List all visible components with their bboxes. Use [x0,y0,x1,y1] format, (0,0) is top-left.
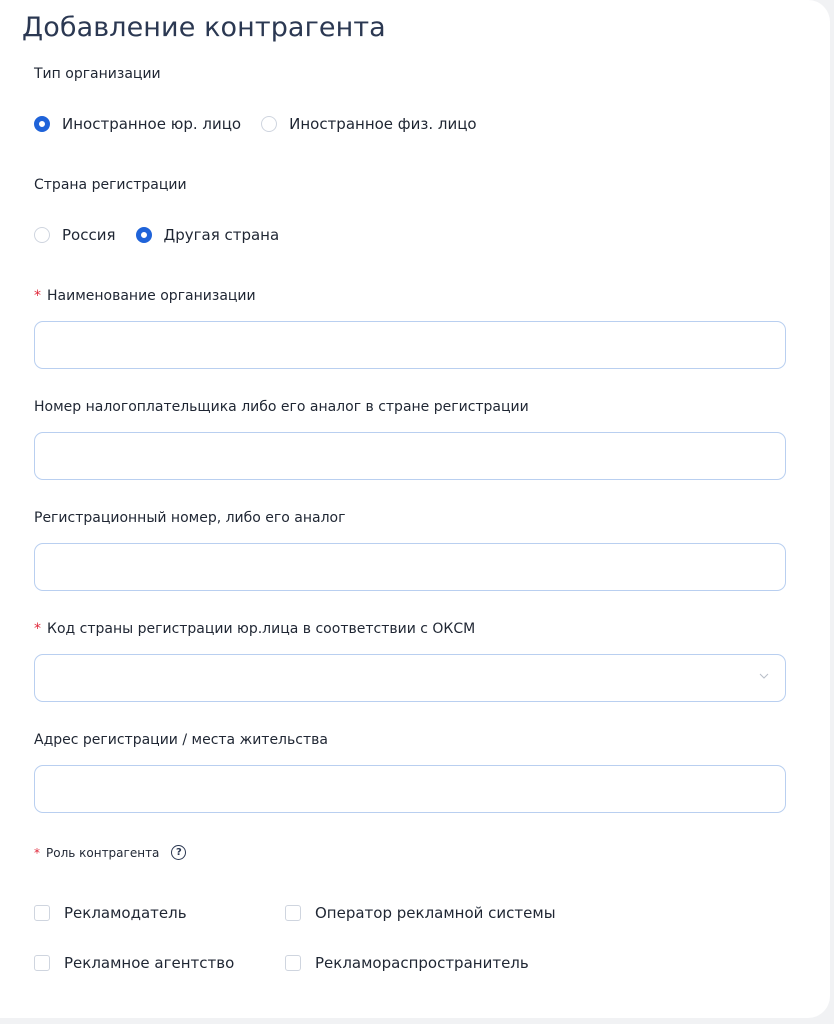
checkbox-ad-agency[interactable] [34,954,234,972]
radio-checked-icon [136,227,152,243]
required-marker: * [34,288,41,304]
tax-number-input[interactable] [35,433,785,479]
checkbox-unchecked-icon [34,905,50,921]
org-type-radio-group [34,115,497,133]
country-code-label [34,621,475,637]
checkbox-unchecked-icon [34,955,50,971]
org-name-input[interactable] [35,322,785,368]
country-code-input[interactable] [35,655,785,701]
org-name-label [34,288,256,304]
radio-label: Иностранное физ. лицо [289,115,477,133]
help-icon[interactable]: ? [171,845,186,860]
radio-label: Россия [62,226,116,244]
radio-unchecked-icon [34,227,50,243]
tax-number-field[interactable] [34,432,786,480]
radio-label: Иностранное юр. лицо [62,115,242,133]
country-radio-group [34,226,299,244]
checkbox-label: Оператор рекламной системы [315,904,556,922]
chevron-down-icon[interactable] [759,671,769,681]
checkbox-ad-distributor[interactable] [285,954,529,972]
reg-number-input[interactable] [35,544,785,590]
address-label: Адрес регистрации / места жительства [34,732,328,748]
radio-foreign-legal-entity[interactable] [34,115,241,133]
radio-other-country[interactable] [136,226,280,244]
field-label-text: Наименование организации [47,288,256,304]
checkbox-unchecked-icon [285,905,301,921]
role-label [34,845,186,860]
country-code-select[interactable] [34,654,786,702]
field-label-text: Роль контрагента [46,845,160,860]
reg-number-field[interactable] [34,543,786,591]
checkbox-label: Рекламодатель [64,904,187,922]
page-title: Добавление контрагента [22,12,386,43]
field-label-text: Код страны регистрации юр.лица в соответствии с ОКСМ [47,621,476,637]
tax-number-label: Номер налогоплательщика либо его аналог в стране регистрации [34,399,529,415]
reg-number-label: Регистрационный номер, либо его аналог [34,510,346,526]
checkbox-label: Рекламное агентство [64,954,235,972]
radio-foreign-individual[interactable] [261,115,477,133]
radio-checked-icon [34,116,50,132]
radio-label: Другая страна [163,226,280,244]
address-field[interactable] [34,765,786,813]
radio-unchecked-icon [261,116,277,132]
checkbox-ad-system-operator[interactable] [285,904,556,922]
checkbox-label: Рекламораспространитель [315,954,529,972]
radio-russia[interactable] [34,226,116,244]
country-label: Страна регистрации [34,177,187,193]
org-name-field[interactable] [34,321,786,369]
required-marker: * [34,621,41,637]
required-marker: * [34,845,40,860]
address-input[interactable] [35,766,785,812]
checkbox-unchecked-icon [285,955,301,971]
org-type-label: Тип организации [34,66,161,82]
checkbox-advertiser[interactable] [34,904,187,922]
